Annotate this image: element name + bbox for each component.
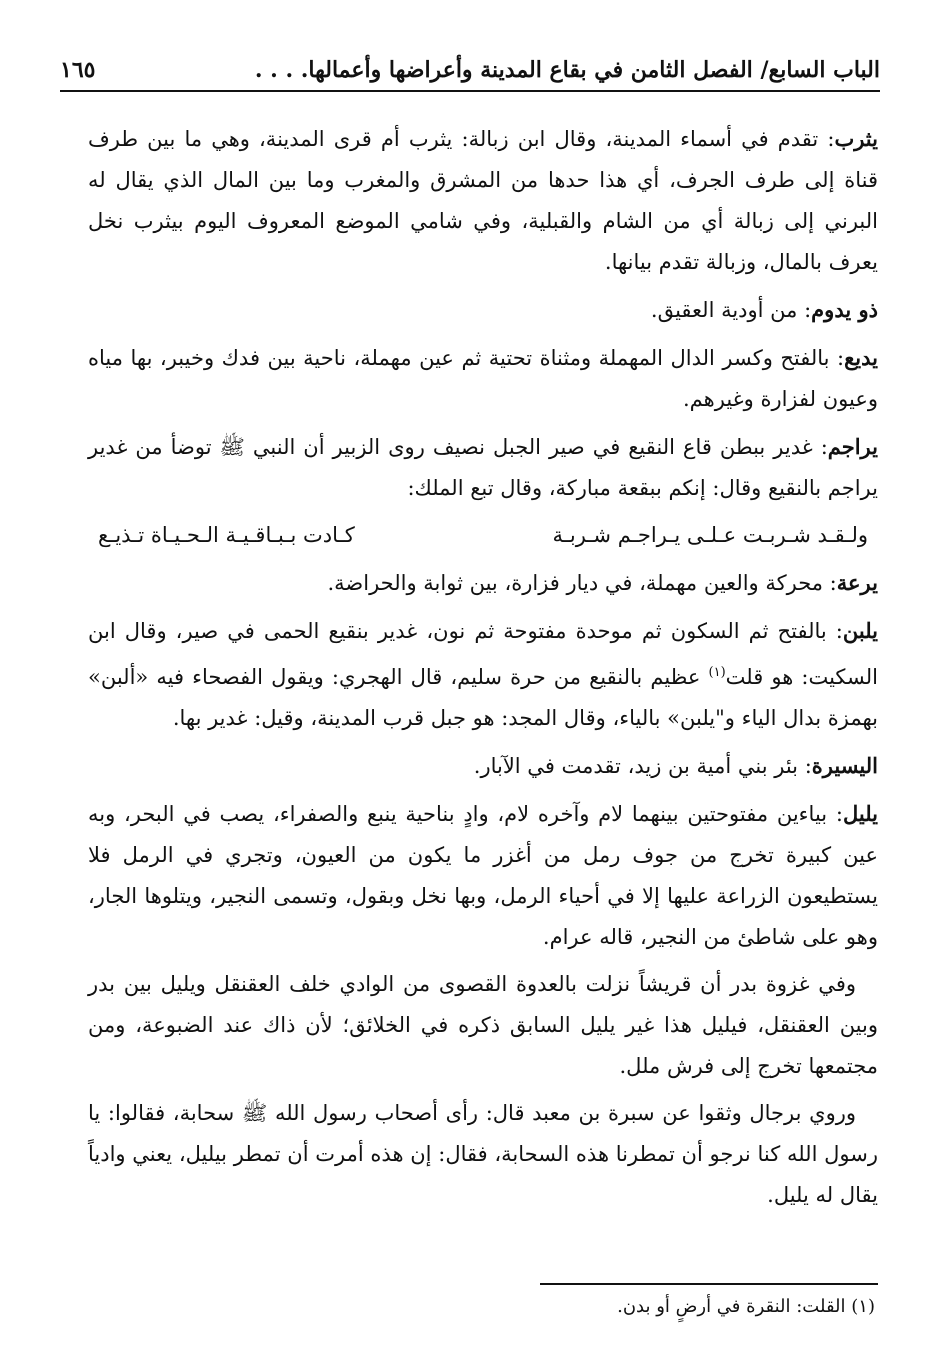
entry-text: : بياءين مفتوحتين بينهما لام وآخره لام، وادٍ بناحية ينبع والصفراء، يصب في البحر، وبه عين كبيرة تخرج من جوف رمل من أغزر ما يكون من العيون، وتجري في الرمل فلا يستطيعون الزراعة عليها إلا في أحياء الرمل، وبها نخل وبقول، وتسمى النجير، ويتلوها الجار، وهو على شاطئ من النجير، قاله عرام.: [88, 802, 878, 949]
entry-term: يديع: [844, 345, 878, 370]
entry-yathrib: [88, 118, 878, 283]
entry-term: يرعة: [836, 570, 878, 595]
paragraph-badr: وفي غزوة بدر أن قريشاً نزلت بالعدوة القصوى من الوادي خلف العقنقل ويليل بين بدر وبين العقنقل، فيليل هذا غير يليل السابق ذكره في الخلائق؛ لأن ذاك عند الضبوعة، ومن مجتمعها تخرج إلى فرش ملل.: [88, 972, 878, 1078]
entry-text: : غدير ببطن قاع النقيع في صير الجبل نصيف روى الزبير أن النبي ﷺ توضأ من غدير يراجم بالنقيع وقال: إنكم ببقعة مباركة، وقال تبع الملك:: [88, 435, 878, 500]
main-text: [88, 118, 878, 1222]
footnote-mark: (١): [851, 1296, 875, 1317]
verse-second-hemistich: كـادت بـبـاقـيـة الـحـيـاة تـذيـع: [98, 523, 355, 547]
entry-yara: [88, 562, 878, 604]
poem-verse: [88, 515, 878, 556]
entry-term: يلبن: [842, 618, 878, 643]
entry-yarajim: [88, 426, 878, 509]
entry-text: : بئر بني أمية بن زيد، تقدمت في الآبار.: [473, 754, 812, 778]
header-title: الباب السابع/ الفصل الثامن في بقاع المدينة وأعراضها وأعمالها. . . .: [254, 57, 880, 83]
entry-al-yasira: [88, 745, 878, 787]
entry-term: يراجم: [827, 434, 878, 459]
entry-text: : من أودية العقيق.: [650, 298, 812, 322]
entry-dhu-yadum: [88, 289, 878, 331]
entry-yadi: [88, 337, 878, 420]
entry-text: : بالفتح ثم السكون ثم موحدة مفتوحة ثم نون، غدير بنقيع الحمى في صير، وقال ابن السكيت: هو قلت: [88, 619, 878, 689]
entry-text: : محركة والعين مهملة، في ديار فزارة، بين ثوابة والحراضة.: [327, 571, 837, 595]
entry-text: : بالفتح وكسر الدال المهملة ومثناة تحتية ثم عين مهملة، ناحية بين فدك وخيبر، بها مياه وعيون لفزارة وغيرهم.: [88, 346, 878, 411]
entry-text-continued: عظيم بالنقيع من حرة سليم، قال الهجري: ويقول الفصحاء فيه «ألبن» بهمزة بدال الياء و"يلبن» بالياء، وقال المجد: هو جبل قرب المدينة، وقيل: غدير بها.: [88, 665, 878, 730]
running-header: [60, 50, 880, 92]
verse-first-hemistich: ولـقـد شـربـت عـلـى يـراجـم شـربـة: [552, 523, 868, 547]
footnote-divider: [540, 1283, 878, 1285]
entry-yalyal: [88, 793, 878, 958]
footnote-reference[interactable]: (١): [708, 665, 726, 680]
entry-text: : تقدم في أسماء المدينة، وقال ابن زبالة: يثرب أم قرى المدينة، وهي ما بين طرف قناة إلى طرف الجرف، أي هذا حدها من المشرق والمغرب وما بين المال الذي يقال له البرني إلى زبالة أي من الشام والقبلية، وفي شامي الموضع المعروف اليوم بيثرب نخل يعرف بالمال، وزبالة تقدم بيانها.: [88, 127, 878, 274]
entry-term: يليل: [842, 801, 878, 826]
page-number: ١٦٥: [60, 57, 96, 83]
footnote: [300, 1292, 875, 1322]
entry-term: اليسيرة: [811, 753, 878, 778]
footnote-text: القلت: النقرة في أرضٍ أو بدن.: [617, 1296, 846, 1317]
entry-term: يثرب: [834, 126, 878, 151]
entry-yalban: [88, 610, 878, 739]
entry-term: ذو يدوم: [811, 297, 878, 322]
paragraph-sabra: وروي برجال وثقوا عن سبرة بن معبد قال: رأى أصحاب رسول الله ﷺ سحابة، فقالوا: يا رسول الله كنا نرجو أن تمطرنا هذه السحابة، فقال: إن هذه أمرت أن تمطر بيليل، يعني وادياً يقال له يليل.: [88, 1101, 878, 1207]
